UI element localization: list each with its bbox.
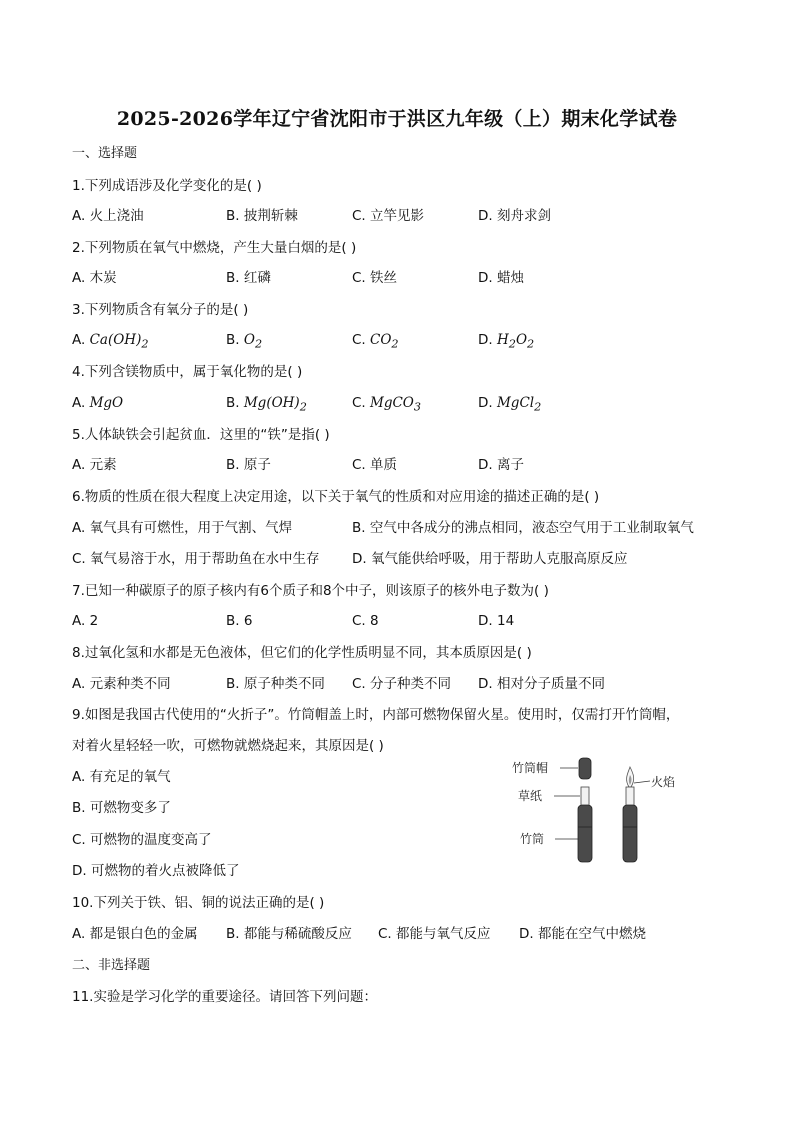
q2-option-b[interactable]: B. 红磷: [226, 270, 271, 286]
q10-option-c[interactable]: C. 都能与氧气反应: [378, 926, 491, 942]
question-3-options: [72, 331, 732, 349]
question-1-options: [72, 207, 732, 225]
lit-fire-starter: [623, 767, 637, 862]
q4-option-b[interactable]: B. $Mg(OH)_2$: [226, 395, 307, 414]
q2-option-d[interactable]: D. 蜡烛: [478, 270, 524, 286]
question-5-stem: 5.人体缺铁会引起贫血．这里的“铁”是指( ): [72, 427, 330, 443]
q5-option-d[interactable]: D. 离子: [478, 457, 524, 473]
question-2-stem: 2.下列物质在氧气中燃烧，产生大量白烟的是( ): [72, 240, 357, 256]
tube-cap-shape: [579, 758, 591, 779]
question-5-options: [72, 456, 732, 474]
q2-option-a[interactable]: A. 木炭: [72, 270, 117, 286]
question-11-stem: 11.实验是学习化学的重要途径。请回答下列问题：: [72, 989, 377, 1005]
q7-option-a[interactable]: A. 2: [72, 613, 99, 629]
q3-option-a[interactable]: A. $Ca(OH)_2$: [72, 332, 149, 351]
lit-tube-shape: [623, 805, 637, 862]
section-heading-non-choice: 二、非选择题: [72, 958, 151, 973]
question-3-stem: 3.下列物质含有氧分子的是( ): [72, 302, 249, 318]
q9-option-a[interactable]: A. 有充足的氧气: [72, 769, 171, 785]
question-1-stem: 1.下列成语涉及化学变化的是( ): [72, 178, 262, 194]
q5-option-c[interactable]: C. 单质: [352, 457, 398, 473]
q5-option-a[interactable]: A. 元素: [72, 457, 117, 473]
q6-option-c[interactable]: C. 氧气易溶于水，用于帮助鱼在水中生存: [72, 551, 320, 567]
paper-shape: [581, 787, 589, 807]
label-tube-cap: 竹筒帽: [512, 761, 549, 775]
q6-option-a[interactable]: A. 氧气具有可燃性，用于气割、气焊: [72, 520, 293, 536]
q5-option-b[interactable]: B. 原子: [226, 457, 271, 473]
q6-option-d[interactable]: D. 氧气能供给呼吸，用于帮助人克服高原反应: [352, 551, 628, 567]
q4-option-a[interactable]: A. MgO: [72, 395, 124, 411]
q7-option-d[interactable]: D. 14: [478, 613, 515, 629]
page-title: 2025-2026学年辽宁省沈阳市于洪区九年级（上）期末化学试卷: [116, 108, 678, 130]
closed-fire-starter: [578, 758, 592, 862]
q9-option-d[interactable]: D. 可燃物的着火点被降低了: [72, 863, 240, 879]
question-4-stem: 4.下列含镁物质中，属于氧化物的是( ): [72, 364, 303, 380]
q1-option-d[interactable]: D. 刻舟求剑: [478, 208, 551, 224]
question-10-stem: 10.下列关于铁、铝、铜的说法正确的是( ): [72, 895, 325, 911]
q10-option-d[interactable]: D. 都能在空气中燃烧: [519, 926, 646, 942]
q7-option-b[interactable]: B. 6: [226, 613, 253, 629]
question-10-options: [72, 925, 732, 943]
q4-option-c[interactable]: C. MgCO$_3$: [352, 395, 422, 414]
tube-shape: [578, 805, 592, 862]
question-9-stem-line2: 对着火星轻轻一吹，可燃物就燃烧起来，其原因是( ): [72, 738, 384, 754]
question-6-options-row2: [72, 550, 732, 568]
q9-option-b[interactable]: B. 可燃物变多了: [72, 800, 171, 816]
lit-paper-shape: [626, 787, 634, 807]
q1-option-b[interactable]: B. 披荆斩棘: [226, 208, 298, 224]
q8-option-d[interactable]: D. 相对分子质量不同: [478, 676, 605, 692]
section-heading-choice: 一、选择题: [72, 146, 138, 161]
q4-option-d[interactable]: D. MgCl$_2$: [478, 395, 542, 414]
q1-option-a[interactable]: A. 火上浇油: [72, 208, 144, 224]
q8-option-b[interactable]: B. 原子种类不同: [226, 676, 325, 692]
label-paper: 草纸: [518, 789, 543, 803]
label-flame: 火焰: [651, 775, 676, 789]
q3-option-c[interactable]: C. $CO_2$: [352, 332, 399, 351]
question-6-options-row1: [72, 519, 732, 537]
question-7-options: [72, 612, 732, 630]
q2-option-c[interactable]: C. 铁丝: [352, 270, 398, 286]
question-8-options: [72, 675, 732, 693]
q3-option-d[interactable]: D. $H_2O_2$: [478, 332, 535, 351]
q8-option-c[interactable]: C. 分子种类不同: [352, 676, 452, 692]
question-6-stem: 6.物质的性质在很大程度上决定用途，以下关于氧气的性质和对应用途的描述正确的是( ): [72, 489, 600, 505]
question-9-stem-line1: 9.如图是我国古代使用的“火折子”。竹筒帽盖上时，内部可燃物保留火星。使用时，仅需打开竹筒帽，: [72, 707, 680, 723]
label-tube: 竹筒: [520, 832, 545, 846]
q3-option-b[interactable]: B. $O_2$: [226, 332, 263, 351]
q7-option-c[interactable]: C. 8: [352, 613, 379, 629]
q10-option-b[interactable]: B. 都能与稀硫酸反应: [226, 926, 352, 942]
question-4-options: [72, 394, 732, 412]
fire-starter-figure: [510, 755, 700, 865]
q9-option-c[interactable]: C. 可燃物的温度变高了: [72, 832, 212, 848]
question-7-stem: 7.已知一种碳原子的原子核内有6个质子和8个中子，则该原子的核外电子数为( ): [72, 583, 549, 599]
question-2-options: [72, 269, 732, 287]
q10-option-a[interactable]: A. 都是银白色的金属: [72, 926, 198, 942]
q6-option-b[interactable]: B. 空气中各成分的沸点相同，液态空气用于工业制取氧气: [352, 520, 694, 536]
question-8-stem: 8.过氧化氢和水都是无色液体，但它们的化学性质明显不同，其本质原因是( ): [72, 645, 532, 661]
q8-option-a[interactable]: A. 元素种类不同: [72, 676, 171, 692]
q1-option-c[interactable]: C. 立竿见影: [352, 208, 425, 224]
